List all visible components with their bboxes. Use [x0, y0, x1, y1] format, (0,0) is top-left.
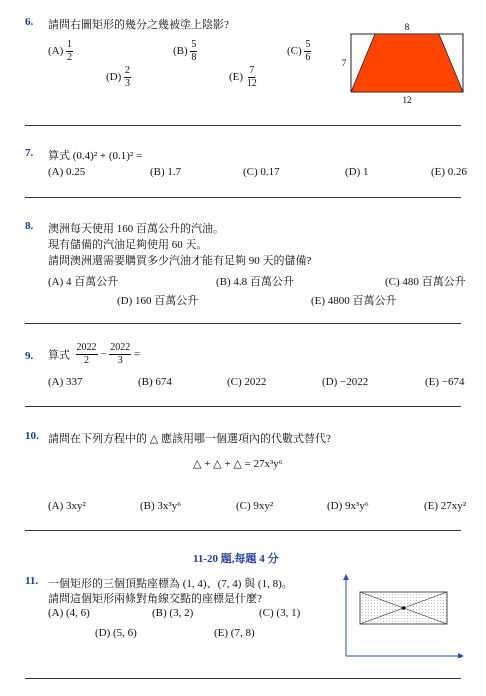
divider: [25, 125, 461, 126]
q7-option-e[interactable]: (E) 0.26: [431, 166, 468, 178]
q8-option-c[interactable]: (C) 480 百萬公升: [385, 276, 466, 288]
q9-option-c[interactable]: (C) 2022: [227, 376, 267, 388]
fraction: $\frac{5}{6}$: [305, 39, 311, 63]
question-8-line-3: 請問澳洲還需要購買多少汽油才能有足夠 90 天的儲備?: [48, 255, 312, 267]
divider: [25, 197, 461, 198]
q6-option-d[interactable]: [106, 66, 131, 89]
side-length-label: 7: [341, 58, 347, 68]
q9-option-b[interactable]: (B) 674: [138, 376, 172, 388]
question-9-expression: 算式 $\frac{2022}{2}$ − $\frac{2022}{3}$ =: [48, 342, 141, 366]
q10-option-c[interactable]: (C) 9xy²: [236, 500, 274, 512]
divider: [25, 530, 461, 531]
q11-option-a[interactable]: (A) (4, 6): [48, 607, 90, 619]
section-header: 11-20 題,每題 4 分: [193, 553, 279, 565]
intersection-point: [402, 606, 406, 610]
q6-option-b[interactable]: [173, 40, 197, 63]
question-10-text: 請問在下列方程中的 △ 應該用哪一個選項內的代數式替代?: [48, 433, 331, 445]
q7-option-c[interactable]: (C) 0.17: [243, 166, 280, 178]
q7-option-d[interactable]: (D) 1: [345, 166, 369, 178]
q10-option-b[interactable]: (B) 3x³y⁶: [140, 500, 182, 512]
q11-option-b[interactable]: (B) (3, 2): [152, 607, 194, 619]
q8-option-d[interactable]: (D) 160 百萬公升: [117, 295, 199, 307]
q10-option-d[interactable]: (D) 9x³y⁶: [327, 500, 369, 512]
option-label: (E): [229, 71, 244, 84]
q10-option-a[interactable]: (A) 3xy²: [48, 500, 86, 512]
q11-option-d[interactable]: (D) (5, 6): [95, 627, 137, 639]
question-11-line-1: 一個矩形的三個頂點座標為 (1, 4)、(7, 4) 與 (1, 8)。: [48, 578, 293, 590]
fraction: $\frac{2}{3}$: [125, 65, 131, 89]
question-number-9: 9.: [25, 350, 34, 362]
q9-option-e[interactable]: (E) −674: [425, 376, 465, 388]
question-number-11: 11.: [25, 575, 39, 587]
top-length-label: 8: [404, 22, 410, 32]
fraction: $\frac{1}{2}$: [67, 39, 73, 63]
option-label: (C): [287, 45, 302, 58]
option-label: (A): [48, 45, 64, 58]
expression: (0.4)² + (0.1)² =: [72, 150, 143, 162]
bottom-length-label: 12: [402, 95, 412, 105]
question-11-line-2: 請問這個矩形兩條對角線交點的座標是什麼?: [48, 593, 262, 605]
question-6-text: 請問右圖矩形的幾分之幾被塗上陰影?: [48, 19, 229, 31]
fraction-1: $\frac{2022}{2}$: [76, 342, 97, 366]
divider: [25, 406, 461, 407]
option-label: (D): [106, 71, 122, 84]
question-number-8: 8.: [25, 220, 34, 232]
q11-option-c[interactable]: (C) (3, 1): [259, 607, 301, 619]
question-number-7: 7.: [25, 147, 34, 159]
q8-option-e[interactable]: (E) 4800 百萬公升: [311, 295, 397, 307]
q6-option-e[interactable]: [229, 66, 258, 89]
q9-option-a[interactable]: (A) 337: [48, 376, 83, 388]
q11-option-e[interactable]: (E) (7, 8): [214, 627, 255, 639]
q8-option-a[interactable]: (A) 4 百萬公升: [48, 276, 119, 288]
q10-option-e[interactable]: (E) 27xy²: [424, 500, 467, 512]
q6-option-a[interactable]: [48, 40, 73, 63]
trapezoid-figure: [335, 20, 470, 110]
fraction: $\frac{7}{12}$: [246, 65, 257, 89]
question-10-equation: △ + △ + △ = 27x³y⁶: [193, 458, 283, 470]
question-number-6: 6.: [25, 16, 34, 28]
fraction-2: $\frac{2022}{3}$: [110, 342, 131, 366]
shaded-trapezoid: [351, 34, 463, 92]
x-axis-arrow-icon: [458, 653, 464, 658]
q6-option-c[interactable]: [287, 40, 311, 63]
q9-option-d[interactable]: (D) −2022: [322, 376, 369, 388]
q8-option-b[interactable]: (B) 4.8 百萬公升: [216, 276, 294, 288]
y-axis-arrow-icon: [343, 574, 349, 580]
question-7-text: 算式 (0.4)² + (0.1)² =: [48, 150, 143, 162]
question-8-line-1: 澳洲每天使用 160 百萬公升的汽油。: [48, 223, 224, 235]
divider: [25, 323, 461, 324]
question-8-line-2: 現有儲備的汽油足夠使用 60 天。: [48, 239, 208, 251]
divider: [25, 678, 461, 679]
coordinate-figure: [340, 572, 466, 658]
option-label: (B): [173, 45, 188, 58]
question-number-10: 10.: [25, 430, 39, 442]
q7-option-b[interactable]: (B) 1.7: [150, 166, 182, 178]
fraction: $\frac{5}{8}$: [191, 39, 197, 63]
q7-option-a[interactable]: (A) 0.25: [48, 166, 86, 178]
